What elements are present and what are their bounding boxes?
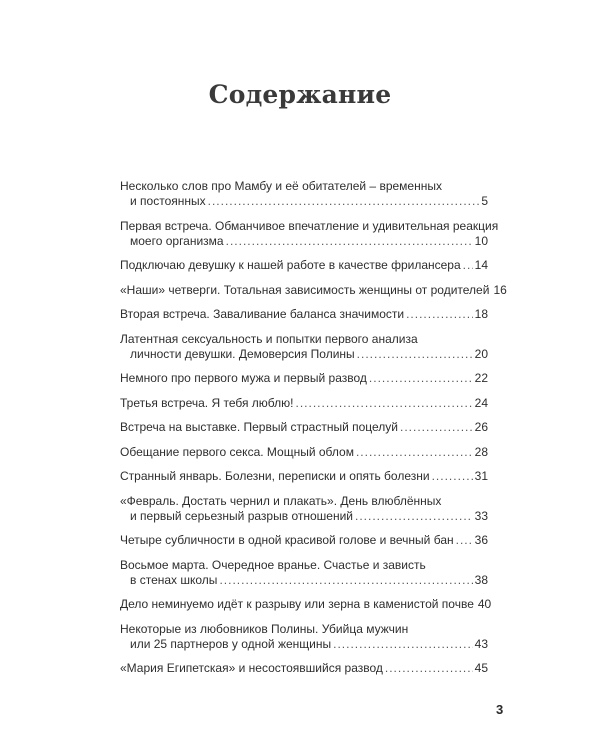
toc-page-number: 33 [474,508,488,523]
toc-page-number: 31 [474,469,488,483]
toc-entry-text: Восьмое марта. Очередное вранье. Счастье и зависть [120,557,426,572]
toc-entry [120,445,488,460]
toc-page-number: 36 [474,533,488,547]
toc-page-number: 16 [493,282,507,297]
toc-entry-title-line [120,445,488,460]
toc-entry [120,622,488,652]
toc-page-number: 26 [474,420,488,434]
table-of-contents [120,179,507,686]
toc-entry [120,218,499,249]
toc-entry [120,396,488,411]
dot-leader [295,396,472,411]
toc-entry-continuation-line [120,637,488,652]
page-number: 3 [496,702,504,717]
toc-page-number: 28 [474,444,488,459]
toc-page-number: 40 [477,597,492,611]
toc-entry-title-line [120,494,488,509]
dot-leader [385,661,473,676]
toc-entry [120,558,488,588]
toc-entry-title-line [120,179,488,194]
toc-page-number: 5 [481,194,488,208]
toc-entry [120,258,488,273]
toc-entry [120,371,488,386]
toc-entry-continuation-line [120,573,488,588]
toc-page-number: 38 [474,572,488,587]
toc-entry-title-line [120,469,488,484]
toc-page-number: 24 [474,395,488,410]
toc-entry-text: или 25 партнеров у одной женщины [130,636,332,651]
toc-entry-text: Латентная сексуальность и попытки первого анализа [120,331,418,346]
toc-page-number: 20 [474,346,488,361]
toc-page-number: 43 [474,636,488,651]
dot-leader [355,509,473,524]
toc-entry [120,332,488,362]
toc-entry [120,420,488,435]
toc-entry-text: Вторая встреча. Заваливание баланса значимости [120,307,405,321]
toc-entry [120,179,488,209]
toc-entry-text: Третья встреча. Я тебя люблю! [120,395,294,410]
dot-leader [333,637,473,652]
dot-leader [406,307,473,322]
toc-entry-text: и первый серьезный разрыв отношений [130,508,353,523]
toc-entry-title-line [120,558,488,573]
toc-entry-title-line [120,622,488,637]
dot-leader [369,371,473,386]
toc-entry-text: Несколько слов про Мамбу и её обитателей – временных [120,179,442,193]
dot-leader [400,420,473,435]
toc-entry-title-line [120,371,488,386]
toc-entry-title-line [120,661,488,676]
toc-entry-continuation-line [120,194,488,209]
toc-entry-text: Странный январь. Болезни, переписки и опять болезни [120,469,430,483]
toc-entry-text: «Мария Египетская» и несостоявшийся развод [120,661,383,675]
toc-entry-text: Дело неминуемо идёт к разрыву или зерна в каменистой почве [120,597,474,611]
dot-leader [456,533,473,548]
toc-entry-text: Первая встреча. Обманчивое впечатление и удивительная реакция [120,218,499,233]
toc-page-number: 10 [474,233,488,248]
toc-entry-text: личности девушки. Демоверсия Полины [130,346,355,361]
toc-entry-continuation-line [120,234,488,249]
toc-entry-title-line [120,533,488,548]
toc-entry [120,307,488,322]
toc-entry [120,661,488,676]
toc-entry-title-line [120,282,507,298]
toc-entry-text: моего организма [130,233,224,248]
toc-entry-title-line [120,396,488,411]
page-title: Содержание [208,80,392,109]
toc-entry-text: Четыре субличности в одной красивой голове и вечный бан [120,533,454,547]
toc-entry-text: в стенах школы [130,572,218,587]
dot-leader [432,469,473,484]
toc-entry-text: Встреча на выставке. Первый страстный поцелуй [120,420,399,434]
dot-leader [356,445,473,460]
toc-entry-title-line [120,258,488,273]
dot-leader [219,573,472,588]
toc-page-number: 18 [474,307,488,321]
dot-leader [463,258,473,273]
toc-entry [120,494,488,524]
toc-entry-title-line [120,218,499,234]
toc-entry [120,597,492,612]
toc-entry-text: Немного про первого мужа и первый развод [120,371,367,385]
toc-entry-text: и постоянных [130,194,206,208]
dot-leader [357,347,473,362]
toc-page-number: 45 [474,661,488,675]
toc-entry-text: Обещание первого секса. Мощный облом [120,444,354,459]
toc-entry-title-line [120,597,492,612]
toc-entry-title-line [120,332,488,347]
toc-entry-continuation-line [120,347,488,362]
dot-leader [226,234,473,249]
toc-page-number: 14 [474,258,488,272]
toc-entry-continuation-line [120,509,488,524]
toc-entry-text: «Февраль. Достать чернил и плакать». День влюблённых [120,493,442,508]
dot-leader [208,194,480,209]
toc-entry-text: Подключаю девушку к нашей работе в качестве фрилансера [120,258,461,272]
toc-entry-title-line [120,420,488,435]
toc-entry [120,533,488,548]
toc-entry-title-line [120,307,488,322]
toc-page-number: 22 [474,371,488,385]
toc-entry [120,282,507,298]
toc-entry-text: Некоторые из любовников Полины. Убийца мужчин [120,621,409,636]
toc-entry-text: «Наши» четверги. Тотальная зависимость женщины от родителей [120,282,490,297]
toc-entry [120,469,488,484]
